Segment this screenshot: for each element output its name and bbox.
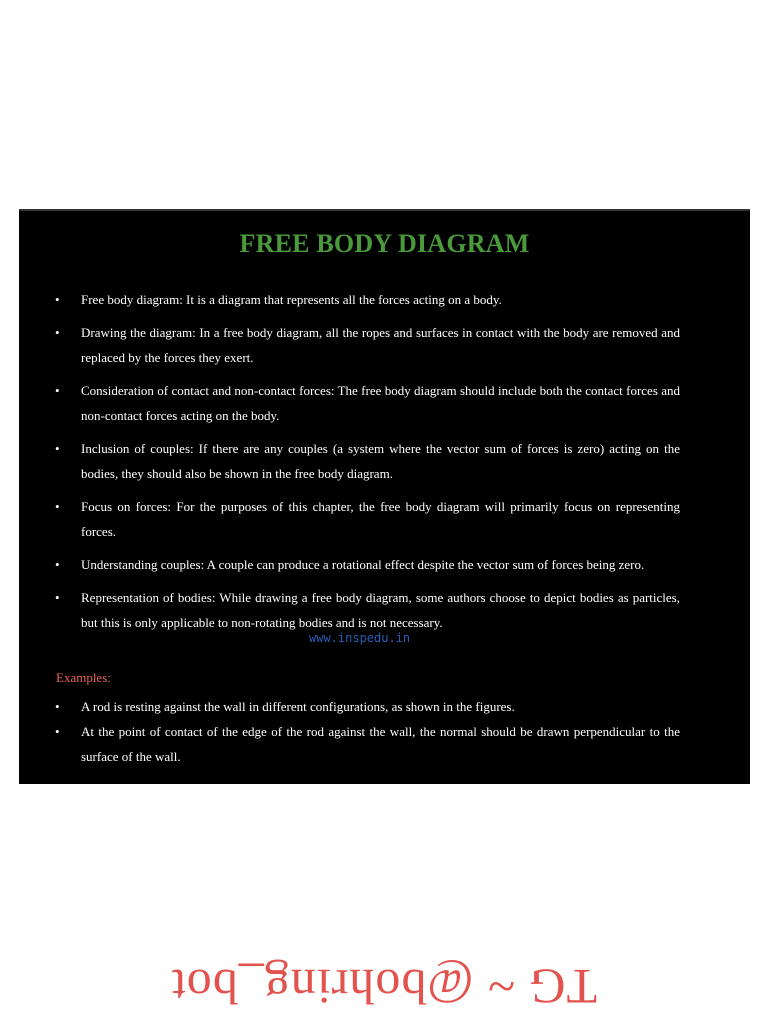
bullet-list (55, 287, 680, 643)
bullet-item: • Free body diagram: It is a diagram that represents all the forces acting on a body. (55, 287, 680, 312)
bullet-item: • Understanding couples: A couple can produce a rotational effect despite the vector sum of forces being zero. (55, 552, 680, 577)
telegram-watermark: TG ~ @bohring_bot (170, 959, 598, 1015)
bullet-item: • Consideration of contact and non-contact forces: The free body diagram should include both the contact forces and non-contact forces acting on the body. (55, 378, 680, 428)
bullet-item: • Representation of bodies: While drawing a free body diagram, some authors choose to depict bodies as particles, but this is only applicable to non-rotating bodies and is not necessary. (55, 585, 680, 635)
slide-title: FREE BODY DIAGRAM (239, 229, 530, 258)
example-item: • At the point of contact of the edge of the rod against the wall, the normal should be drawn perpendicular to the surface of the wall. (55, 719, 680, 769)
bullet-item: • Focus on forces: For the purposes of this chapter, the free body diagram will primarily focus on representing forces. (55, 494, 680, 544)
examples-heading: Examples: (56, 670, 111, 685)
bullet-item: • Inclusion of couples: If there are any couples (a system where the vector sum of forces is zero) acting on the bodies, they should also be shown in the free body diagram. (55, 436, 680, 486)
examples-list (55, 694, 680, 769)
bullet-item: • Drawing the diagram: In a free body diagram, all the ropes and surfaces in contact with the body are removed and replaced by the forces they exert. (55, 320, 680, 370)
slide-panel (19, 209, 750, 784)
example-item: • A rod is resting against the wall in different configurations, as shown in the figures. (55, 694, 680, 719)
site-watermark: www.inspedu.in (309, 631, 411, 645)
